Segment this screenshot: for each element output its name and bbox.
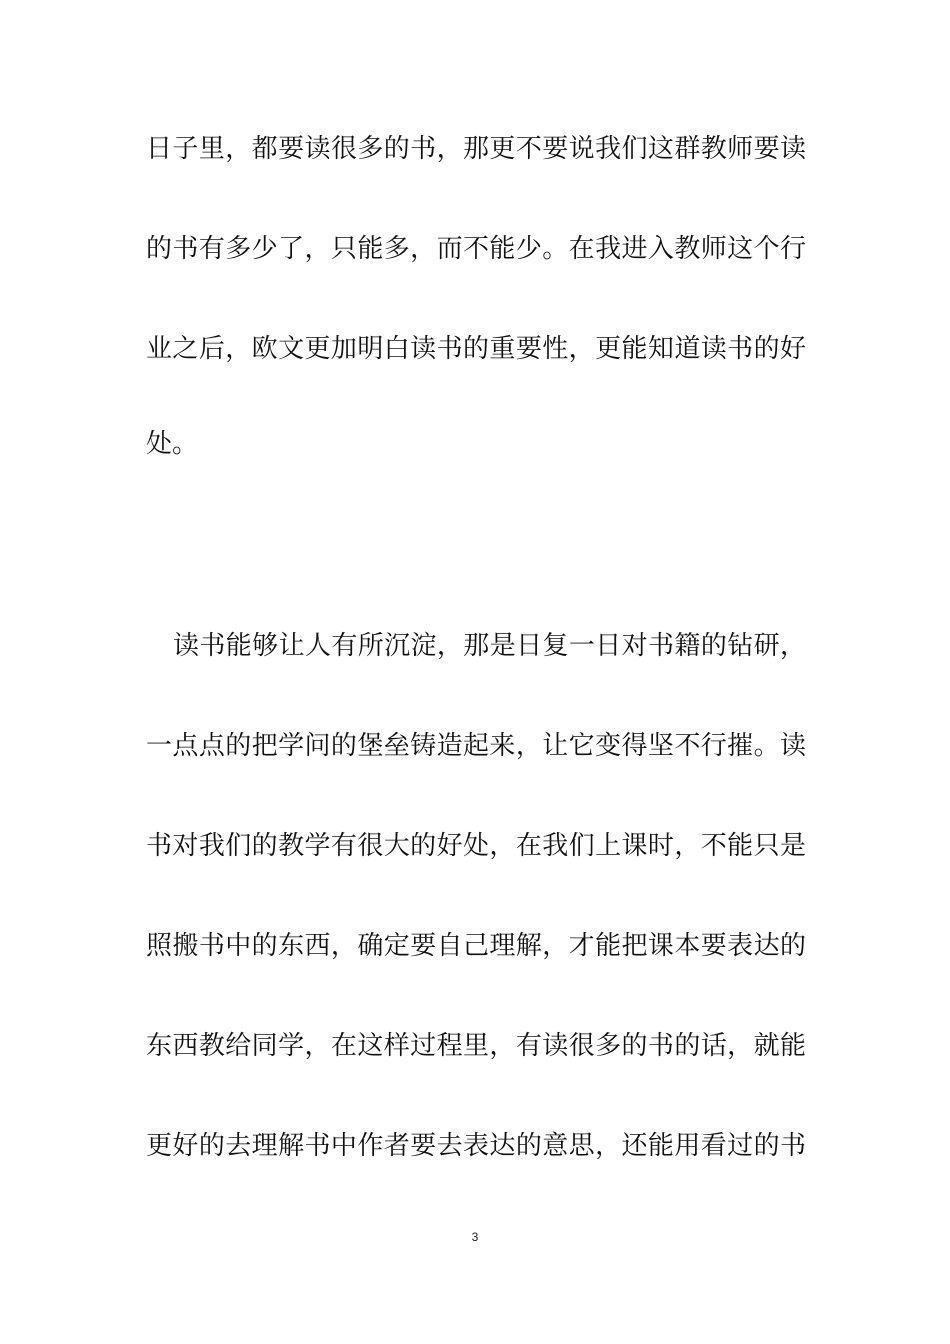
paragraph-2-line-4: 照搬书中的东西，确定要自己理解，才能把课本要表达的 xyxy=(146,931,806,961)
paragraph-1-line-3: 业之后，欧文更加明白读书的重要性，更能知道读书的好 xyxy=(146,334,806,364)
paragraph-2-line-6: 更好的去理解书中作者要去表达的意思，还能用看过的书 xyxy=(146,1131,806,1161)
paragraph-1-line-1: 日子里，都要读很多的书，那更不要说我们这群教师要读 xyxy=(146,134,806,164)
paragraph-2-line-5: 东西教给同学，在这样过程里，有读很多的书的话，就能 xyxy=(146,1031,806,1061)
paragraph-2-line-3: 书对我们的教学有很大的好处，在我们上课时，不能只是 xyxy=(146,831,806,861)
page-number: 3 xyxy=(471,1230,479,1244)
paragraph-2-line-2: 一点点的把学问的堡垒铸造起来，让它变得坚不行摧。读 xyxy=(146,731,806,761)
paragraph-2-line-1: 读书能够让人有所沉淀，那是日复一日对书籍的钻研， xyxy=(173,631,806,661)
paragraph-1-line-2: 的书有多少了，只能多，而不能少。在我进入教师这个行 xyxy=(146,234,806,264)
paragraph-1-line-4: 处。 xyxy=(146,429,199,459)
